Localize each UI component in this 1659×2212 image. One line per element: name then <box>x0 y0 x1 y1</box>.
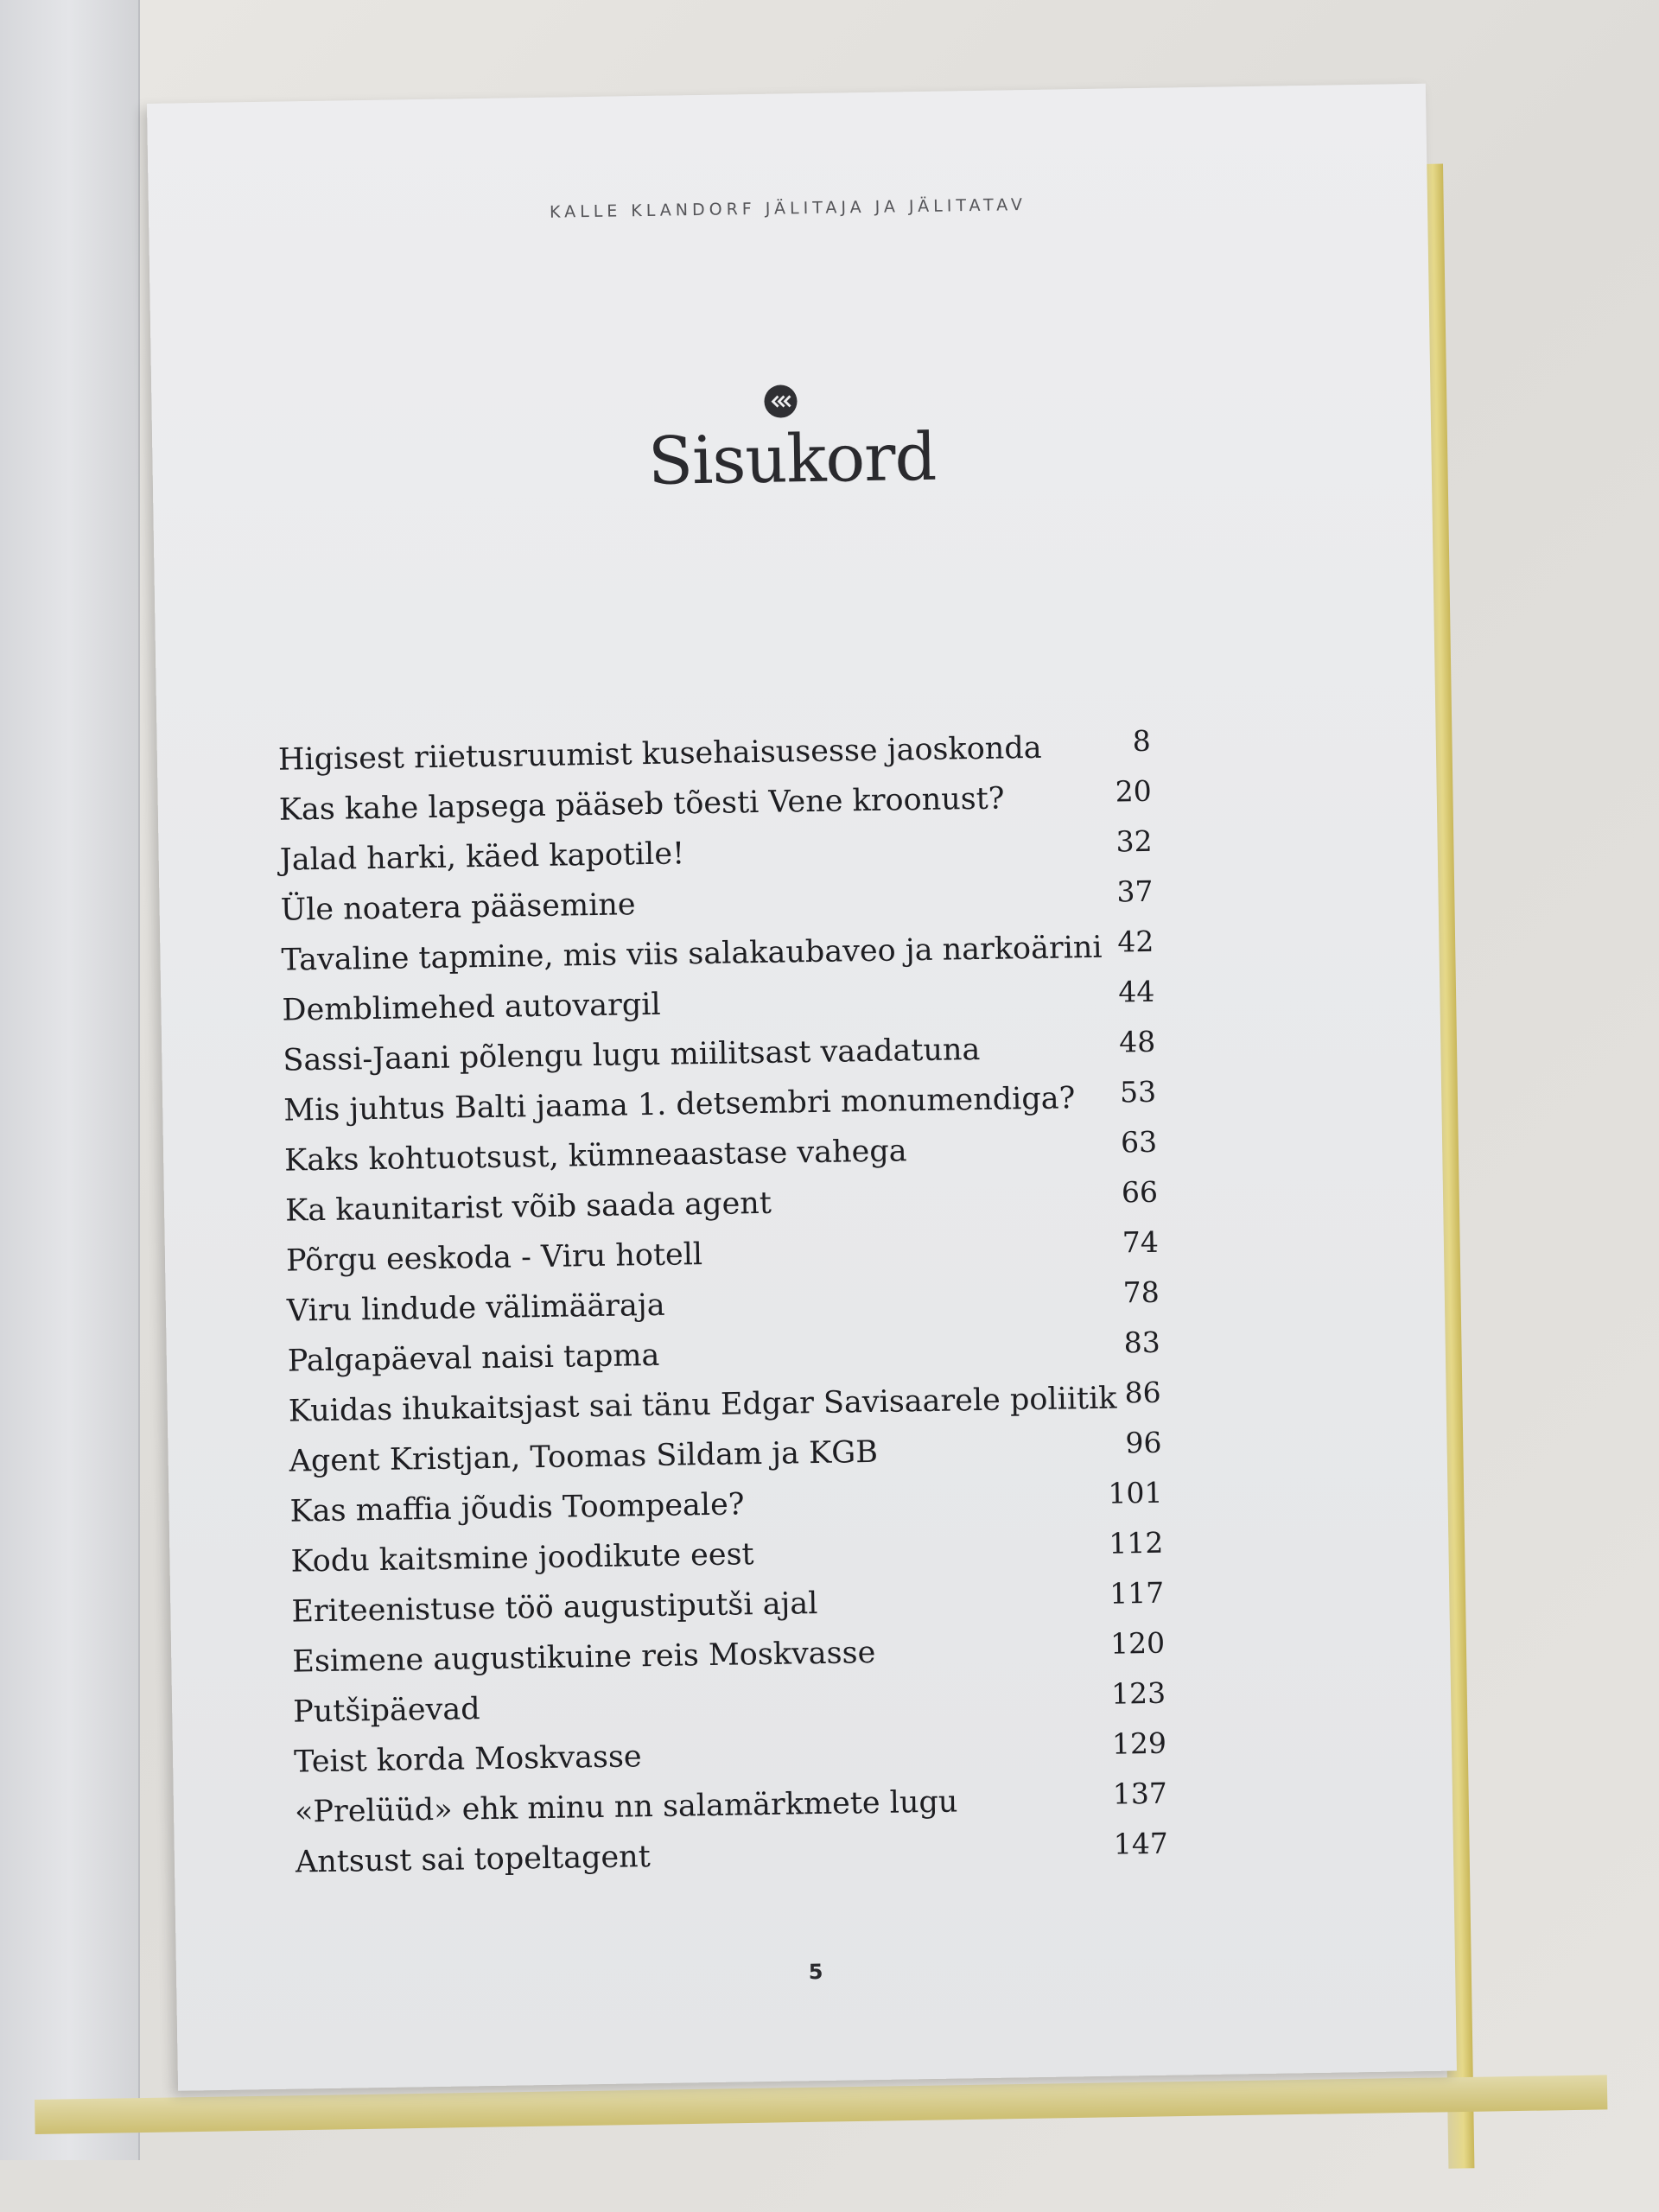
running-head: KALLE KLANDORF JÄLITAJA JA JÄLITATAV <box>549 195 1027 222</box>
toc-entry-title: Antsust sai topeltagent <box>295 1840 652 1880</box>
toc-entry-page-number: 96 <box>1125 1425 1162 1460</box>
page-title: Sisukord <box>647 417 937 499</box>
toc-entry-title: Kodu kaitsmine joodikute eest <box>290 1537 754 1580</box>
toc-entry-title: Kas kahe lapsega pääseb tõesti Vene kroonust? <box>278 781 1005 828</box>
toc-entry-title: Teist korda Moskvasse <box>293 1739 642 1780</box>
toc-entry-title: Higisest riietusruumist kusehaisusesse jaoskonda <box>277 730 1042 778</box>
toc-entry-title: Jalad harki, käed kapotile! <box>279 836 685 878</box>
page-number: 5 <box>808 1959 823 1985</box>
toc-entry-page-number: 42 <box>1117 924 1154 959</box>
toc-entry-page-number: 120 <box>1109 1625 1166 1661</box>
toc-entry-page-number: 32 <box>1116 823 1153 859</box>
table-of-contents <box>277 723 1333 1896</box>
toc-entry-page-number: 66 <box>1121 1174 1159 1210</box>
toc-entry-page-number: 63 <box>1120 1124 1158 1160</box>
toc-entry-title: Kaks kohtuotsust, kümneaastase vahega <box>283 1134 907 1179</box>
publisher-logo-icon <box>763 384 798 419</box>
toc-entry-title: Sassi-Jaani põlengu lugu miilitsast vaadatuna <box>283 1032 981 1078</box>
toc-entry-page-number: 101 <box>1108 1475 1163 1510</box>
toc-entry-page-number: 74 <box>1122 1224 1160 1260</box>
toc-entry-title: Eriteenistuse töö augustiputši ajal <box>291 1586 818 1630</box>
toc-entry-page-number: 8 <box>1132 723 1152 759</box>
toc-entry-page-number: 147 <box>1113 1826 1169 1861</box>
toc-entry-title: Kas maffia jõudis Toompeale? <box>289 1487 745 1529</box>
toc-entry-title: Putšipäevad <box>292 1692 480 1730</box>
toc-entry-page-number: 78 <box>1122 1274 1160 1310</box>
toc-entry-page-number: 20 <box>1115 773 1152 809</box>
toc-entry-title: Kuidas ihukaitsjast sai tänu Edgar Savisaarele poliitik <box>288 1381 1117 1429</box>
toc-entry-title: Agent Kristjan, Toomas Sildam ja KGB <box>289 1434 879 1479</box>
toc-entry-title: Demblimehed autovargil <box>282 987 661 1028</box>
toc-entry-page-number: 44 <box>1117 974 1155 1009</box>
toc-entry-page-number: 112 <box>1109 1525 1164 1560</box>
toc-entry-title: Üle noatera pääsemine <box>280 887 636 928</box>
toc-entry-page-number: 48 <box>1118 1024 1156 1059</box>
toc-entry-title: Põrgu eeskoda - Viru hotell <box>285 1237 703 1279</box>
toc-entry-title: Tavaline tapmine, mis viis salakaubaveo ja narkoärini <box>281 930 1103 978</box>
toc-entry-page-number: 53 <box>1119 1074 1157 1109</box>
toc-entry-page-number: 123 <box>1110 1675 1166 1711</box>
toc-entry-page-number: 117 <box>1109 1575 1165 1611</box>
toc-entry-page-number: 37 <box>1116 874 1154 909</box>
toc-entry-title: «Prelüüd» ehk minu nn salamärkmete lugu <box>294 1784 958 1830</box>
toc-entry-page-number: 137 <box>1112 1776 1168 1811</box>
toc-entry-title: Viru lindude välimääraja <box>286 1287 665 1329</box>
toc-entry-title: Mis juhtus Balti jaama 1. detsembri monumendiga? <box>283 1081 1076 1128</box>
book-page <box>147 84 1457 2091</box>
toc-entry-page-number: 86 <box>1124 1375 1161 1410</box>
toc-entry-title: Esimene augustikuine reis Moskvasse <box>292 1635 876 1680</box>
left-page-edge <box>0 0 140 2160</box>
toc-entry-page-number: 129 <box>1111 1726 1167 1761</box>
toc-entry-title: Palgapäeval naisi tapma <box>287 1338 660 1379</box>
toc-entry-title: Ka kaunitarist võib saada agent <box>284 1185 772 1229</box>
toc-entry-page-number: 83 <box>1123 1325 1160 1360</box>
